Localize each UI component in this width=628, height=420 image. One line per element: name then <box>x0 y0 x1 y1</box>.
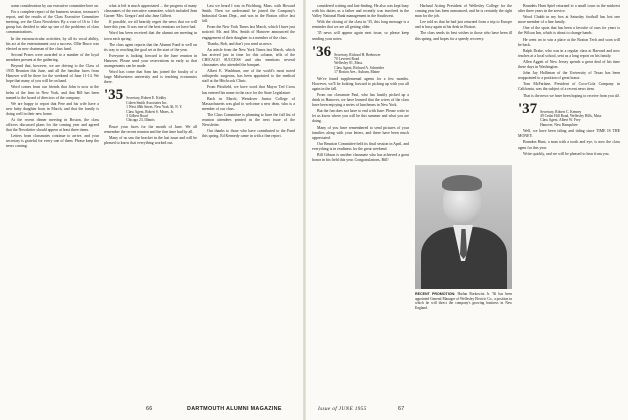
paragraph: Ralph Drake, who was in a regular class at Harvard and now teaches at a local school, sent us a long report on his family. <box>518 48 620 58</box>
paragraph: We've found supplemental agents for a few months. However, we'll be looking forward to picking up with you all again in the fall. <box>312 76 409 91</box>
officer-line: 70 Leverett Road <box>334 57 360 62</box>
photo-caption-text: Harlan Borkowitz Jr. '36 has been appointed General Manager of Wellesley Electric Co., a position in which he will direct the company's growing business in New England. <box>415 292 512 310</box>
paragraph: Second Prizes were awarded to a number of the loyal members present at the gathering. <box>6 52 99 62</box>
paragraph: For a complete report of the business session, treasurer's report, and the results of the Class Executive Committee meeting, see the Class Newsletter. By a vote of 16 to 1 the group has decided to take up one of the problems of class communications. <box>6 10 99 35</box>
column-4 <box>312 4 409 404</box>
paragraph: Back in March, Wendover Junior College of Massachusetts was glad to welcome a new dean, who is a member of our class. <box>202 96 295 111</box>
paragraph: Many of us saw the bracket in the last issue and will be pleased to know that everything worked out. <box>104 136 197 146</box>
paragraph: Allen Aggett of New Jersey spends a great deal of his time these days in Washington. <box>518 59 620 70</box>
paragraph: John Jay Holliman of the University of Texas has been reappointed to a position of great honor. <box>518 71 620 81</box>
paragraph: From Pittsfield, we have word that Mayor Ted Cross has entered his name in the race for the State Legislature. <box>202 85 295 95</box>
paragraph: Brace your faces for the month of June. We all remember the recent reunion and the fine time had by all. <box>104 124 197 134</box>
paragraph: Brandeis Hunt Spiel returned to a small town in the midwest after three years in the service. <box>518 4 620 14</box>
paragraph: Lee told us that he had just returned from a trip to Europe and is busy again at his desk in Boston. <box>415 20 512 30</box>
class-35-officers <box>126 96 182 122</box>
column-2 <box>104 4 197 404</box>
paragraph: With the closing of the class in '35, this long message is a reminder that we are all getting older. <box>312 20 409 30</box>
paragraph: Harland Acting President of Wellesley College for the coming year has been announced, and he is certainly the right man for the job. <box>415 4 512 19</box>
magazine-name: DARTMOUTH ALUMNI MAGAZINE <box>187 406 282 412</box>
class-36-heading <box>312 45 409 75</box>
officer-line: 17 Boston Ave., Auburn, Maine <box>334 70 380 75</box>
paragraph: We are happy to report that Pete and his wife have a new baby daughter born in March, and that the family is doing well in their new home. <box>6 101 99 116</box>
paragraph: Wood Chubb in my box at Saturday football has lost one more member of a fine family. <box>518 15 620 25</box>
column-6 <box>518 4 620 404</box>
paragraph: He went on to win a place at the Boston Tech and soon will be back. <box>518 37 620 47</box>
paragraph: Our thanks to those who have contributed to the Fund this spring. Ed Kennedy came in with a fine report. <box>202 129 295 139</box>
paragraph: That is the news we have been hoping to receive from you all. <box>523 93 620 98</box>
paragraph: Word has come that Sam has joined the faculty of a large Midwestern university and is teaching economics there. <box>104 70 197 85</box>
page-number-left: 66 <box>146 406 153 412</box>
class-37-heading <box>518 102 620 128</box>
officer-line: Class Agent, Robert S. Mears, Jr. <box>126 109 174 114</box>
column-5 <box>415 4 512 162</box>
paragraph: From our classmate Paul, who has hastily picked up a drink in Hanover, we have learned that the wives of the class have been enjoying a series of luncheons in New York. <box>312 92 409 108</box>
officer-line: Secretary, Robert C. Kenney <box>540 109 582 114</box>
class-36-numeral: '36 <box>312 43 332 60</box>
officer-line: Class Agent, Albert W. Frey <box>540 118 581 123</box>
paragraph: The class sends its best wishes to those who have been ill this spring, and hopes for a speedy recovery. <box>415 31 512 41</box>
officer-line: 3 Gilbert Road <box>126 114 148 119</box>
paragraph: From the New York Times last March, which I have just noticed: Mr. and Mrs. Smith of Hanover announced the engagement of their daughter to a member of the class. <box>202 25 295 40</box>
photo-caption-title: RECENT PROMOTION: <box>415 292 456 296</box>
paragraph: what is left is much appreciated ... the progress of many classmates of the executive commitee, which included Jean Garner 'Mrs. Gregori' and also Jane Gilbert. <box>104 4 197 19</box>
portrait-photo <box>415 165 512 289</box>
paragraph: Everyone is looking forward to the June reunion in Hanover. Please send your reservations in early so that arrangements can be made. <box>104 53 197 69</box>
officer-line: Chicago 23, Illinois <box>126 118 155 123</box>
paragraph: But the fun does not have to end with June. Please write to let us know where you will be this summer and what you are doing. <box>312 109 409 124</box>
page-number-right: 67 <box>398 406 405 412</box>
photo-caption <box>415 292 512 310</box>
paragraph: Brandon Hunt, a man with a tooth and eye, is now the class agent for this year. <box>518 140 620 150</box>
portrait-hair <box>442 175 482 191</box>
officer-line: Class Agent, Richard A. Schneider <box>334 65 385 70</box>
page-gutter <box>303 0 306 420</box>
paragraph: In the extracurricular activities, by all its vocal ability, his act at the entertainment cost a success. Ollie Bruce was elected as new chairman of the class fund. <box>6 36 99 51</box>
paragraph: Word comes from our friends that John is now at the helm of the firm in New York, and that Bill has been named to the board of directors of the company. <box>6 85 99 100</box>
paragraph: Thanks, Bob, and don't you send us news. <box>207 41 273 46</box>
officer-line: Cohen Smith Associates Inc. <box>126 100 168 105</box>
paragraph: Many of you have remembered to send pictures of your families along with your letters, and these have been much appreciated. <box>312 125 409 140</box>
class-36-officers <box>334 53 384 75</box>
paragraph: The class agent reports that the Alumni Fund is well on its way to reaching the goal set at the start of the year. <box>104 42 197 52</box>
paragraph: some consideration by our executive committee here on. <box>11 4 99 8</box>
paragraph: Beyond that, however, we are driving to the Class of 1935 Reunion this June, and all the familiar faces from Hanover will be there for the weekend of June 11-14. We hope that many of you will be on hand. <box>6 64 99 84</box>
officer-line: Secretary, Richard H. Beebower <box>334 52 381 57</box>
class-35-numeral: '35 <box>104 87 124 104</box>
column-3 <box>202 4 295 404</box>
paragraph: An article from the New York Times last March, which has arrived just in time for this column, tells of the CHICAGO SUCCESS and also mentions several classmates who attended the banquet. <box>202 47 295 68</box>
class-37-numeral: '37 <box>518 100 538 117</box>
paragraph: At the recent dinner meeting in Boston, the class officers discussed plans for the coming year and agreed that the Newsletter should appear at least three times. <box>6 117 99 133</box>
class-35-heading <box>104 88 197 122</box>
paragraph: Well, we have been tiding and tiding since TIME IS THE MONEY. <box>518 129 620 139</box>
paragraph: Tom McFarlane, President of Coca-Cola Company in California, was the subject of a recent news item. <box>518 82 620 92</box>
paragraph: The Class Committee is planning to have the full list of reunion attendees printed in the next issue of the Newsletter. <box>202 112 295 128</box>
officer-line: 1 West 48th Street, New York 36, N. Y. <box>126 105 183 110</box>
paragraph: Bill Gibson is another classmate who has achieved a great honor in his field this year. Congratulations, Bill! <box>312 153 409 163</box>
paragraph: If possible, we all heartily regret the news that we will have this year. It was one of the best reunions we have had. <box>104 20 197 30</box>
officer-line: Hanover, New Hampshire <box>540 122 578 127</box>
paragraph: Write quickly, and we will be pleased to hear from you. <box>523 151 610 156</box>
officer-line: Wellesley 81, Mass. <box>334 61 364 66</box>
paragraph: Our Reunion Committee held its final session in April, and everything is in readiness for the great weekend. <box>312 141 409 151</box>
paragraph: One of the spots that has been a favorite of ours for years is the Wilson Inn, which is about to change hands. <box>518 26 620 36</box>
paragraph: Word has been received that the alumni are meeting in town each spring. <box>104 31 197 41</box>
officer-line: 49 Cedar Hill Road, Wellesley Hills, Mass. <box>540 114 603 118</box>
paragraph: Letters from classmates continue to arrive, and your secretary is grateful for every one of them. Please keep the news coming. <box>6 134 99 149</box>
paragraph: considered writing and fast-finding. He also was kept busy with his duties as a father and recently was involved in the Valley National Bank management in the Southwest. <box>312 4 409 19</box>
class-37-officers <box>540 110 602 128</box>
paragraph: Albert E. Washburn, one of the world's most noted orthopedic surgeons, has been appointed to the medical staff at the Hitchcock Clinic. <box>202 69 295 84</box>
column-1 <box>6 4 99 404</box>
issue-date: Issue of JUNE 1955 <box>318 406 367 412</box>
paragraph: '35 news will appear again next issue, so please keep sending your notes. <box>312 31 409 41</box>
paragraph: Last we heard I was in Fitchburg, Mass. with Howard Smith. Then we understand he joined the Company's Industrial Grant Dept., and was in the Boston office last fall. <box>202 4 295 24</box>
officer-line: Secretary, Robert E. Kirkby <box>126 96 167 101</box>
